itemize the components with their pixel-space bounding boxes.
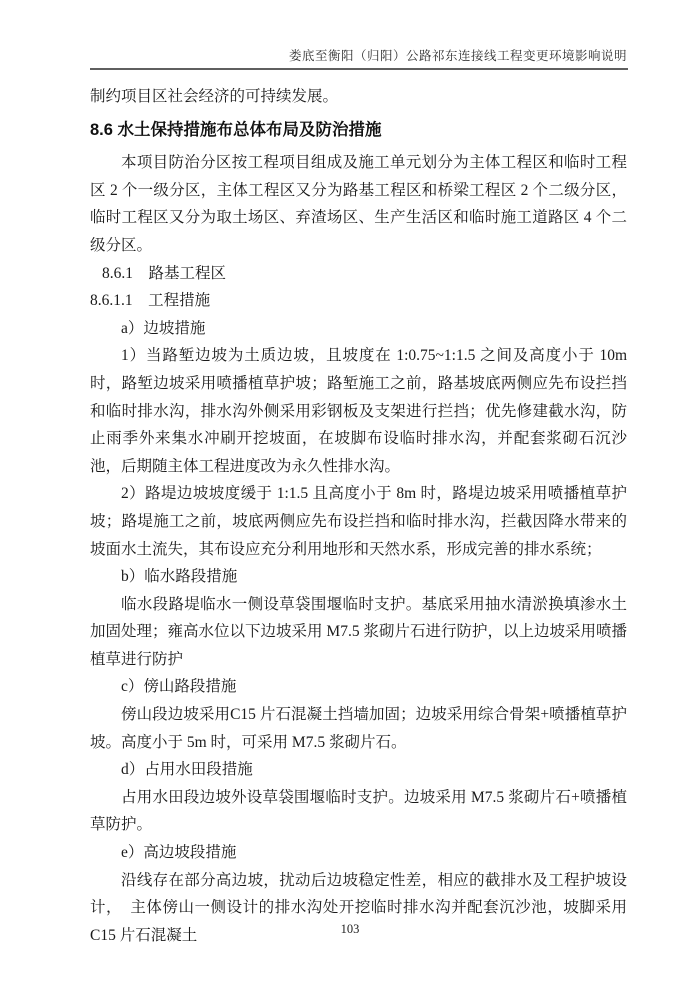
document-body (90, 83, 627, 949)
paragraph-cut-slope: 1）当路堑边坡为土质边坡，且坡度在 1:0.75~1:1.5 之间及高度小于 10m 时，路堑边坡采用喷播植草护坡；路堑施工之前，路基坡底两侧应先布设拦挡和临时排水沟，排水沟外侧采用彩钢板及支架进行拦挡；优先修建截水沟，防止雨季外来集水冲刷开挖坡面，在坡脚布设临时排水沟，并配套浆砌石沉沙池，后期随主体工程进度改为永久性排水沟。 (90, 347, 627, 475)
heading-section-8-6-1-1: 8.6.1.1 工程措施 (90, 292, 211, 310)
item-label-c-hillside-section: c）傍山路段措施 (121, 678, 237, 696)
paragraph-division-overview: 本项目防治分区按工程项目组成及施工单元划分为主体工程区和临时工程区 2 个一级分区，主体工程区又分为路基工程区和桥梁工程区 2 个二级分区，临时工程区又分为取土场区、弃渣场区、生产生活区和临时施工道路区 4 个二级分区。 (90, 154, 627, 254)
item-label-a-slope-measures: a）边坡措施 (121, 319, 206, 337)
paragraph-waterside-section: 临水段路堤临水一侧设草袋围堰临时支护。基底采用抽水清淤换填渗水土加固处理；雍高水位以下边坡采用 M7.5 浆砌片石进行防护，以上边坡采用喷播植草进行防护 (90, 595, 627, 668)
header-rule (90, 68, 628, 70)
paragraph-paddy-field-section: 占用水田段边坡外设草袋围堰临时支护。边坡采用 M7.5 浆砌片石+喷播植草防护。 (90, 788, 627, 834)
page-footer (0, 922, 700, 937)
heading-section-8-6-1: 8.6.1 路基工程区 (102, 264, 227, 282)
item-label-b-waterside-section: b）临水路段措施 (121, 568, 238, 586)
paragraph-embankment-slope: 2）路堤边坡坡度缓于 1:1.5 且高度小于 8m 时，路堤边坡采用喷播植草护坡；路堤施工之前，坡底两侧应先布设拦挡和临时排水沟，拦截因降水带来的坡面水土流失，其布设应充分利用地形和天然水系，形成完善的排水系统； (90, 485, 627, 558)
item-label-d-paddy-field-section: d）占用水田段措施 (121, 761, 253, 779)
heading-section-8-6: 8.6 水土保持措施布总体布局及防治措施 (90, 120, 382, 139)
page-number: 103 (340, 922, 360, 936)
paragraph-high-slope-section: 沿线存在部分高边坡，扰动后边坡稳定性差，相应的截排水及工程护坡设计， 主体傍山一侧设计的排水沟处开挖临时排水沟并配套沉沙池，坡脚采用 C15 片石混凝土 (90, 871, 627, 944)
item-label-e-high-slope-section: e）高边坡段措施 (121, 844, 237, 862)
paragraph-continuation: 制约项目区社会经济的可持续发展。 (90, 88, 339, 105)
paragraph-hillside-section: 傍山段边坡采用C15 片石混凝土挡墙加固；边坡采用综合骨架+喷播植草护坡。高度小于 5m 时，可采用 M7.5 浆砌片石。 (90, 706, 627, 751)
header-title: 娄底至衡阳（归阳）公路祁东连接线工程变更环境影响说明 (288, 49, 627, 63)
